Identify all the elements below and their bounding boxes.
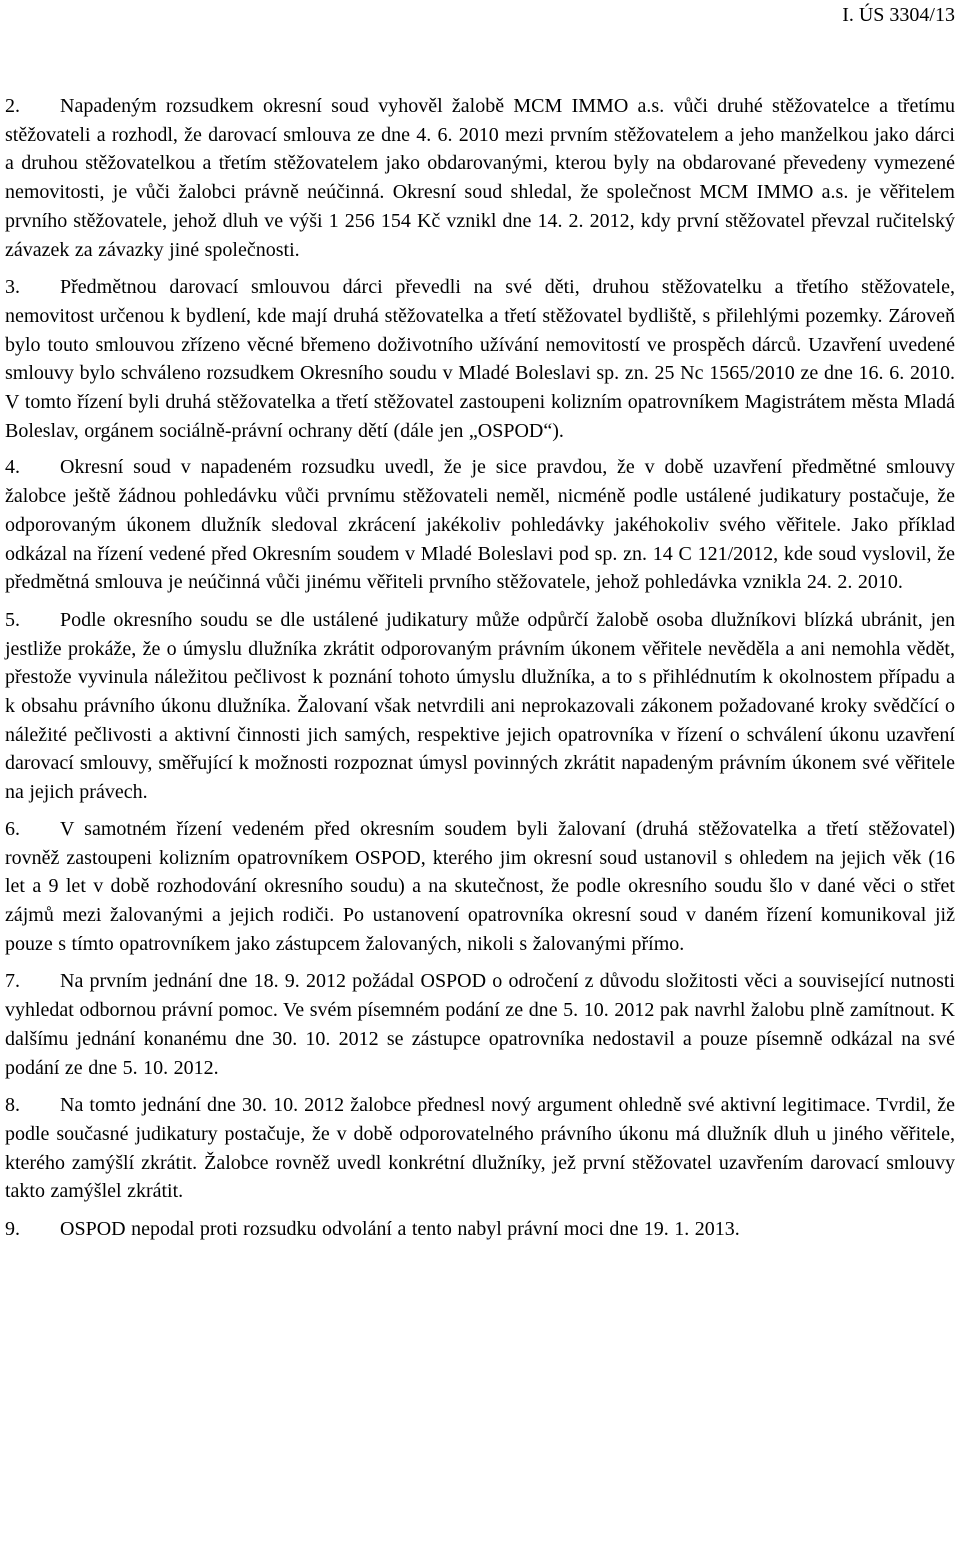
paragraph-8 — [5, 1091, 955, 1206]
paragraph-number: 2. — [5, 95, 20, 117]
paragraph-number: 5. — [5, 608, 20, 631]
case-reference: I. ÚS 3304/13 — [842, 4, 955, 26]
paragraph-text: Podle okresního soudu se dle ustálené judikatury může odpůrčí žalobě osoba dlužníkovi blízká ubránit, jen jestliže prokáže, že o úmyslu dlužníka zkrátit odporovaným právním úkonem věřitele nevěděla a ani nemohla vědět, přestože vyvinula náležitou pečlivost k poznání tohoto úmyslu dlužníka, a to s přihlédnutím k okolnostem případu a k obsahu právního úkonu dlužníka. Žalovaní však netvrdili ani neprokazovali zákonem požadované kroky svědčící o náležité pečlivosti a aktivní činnosti jich samých, respektive jejich opatrovníka v řízení o schválení úkonu uzavření darovací smlouvy, směřující k možnosti rozpoznat úmysl povinných zkrátit napadeným právním úkonem své věřitele na jejich právech. — [5, 608, 955, 804]
paragraph-number: 9. — [5, 1218, 20, 1241]
document-body — [5, 92, 955, 1252]
paragraph-number: 6. — [5, 817, 20, 840]
paragraph-number: 3. — [5, 276, 20, 299]
paragraph-text: OSPOD nepodal proti rozsudku odvolání a tento nabyl právní moci dne 19. 1. 2013. — [60, 1218, 740, 1241]
paragraph-2 — [5, 92, 955, 264]
paragraph-9 — [5, 1215, 955, 1244]
paragraph-text: V samotném řízení vedeném před okresním soudem byli žalovaní (druhá stěžovatelka a třetí stěžovatel) rovněž zastoupeni kolizním opatrovníkem OSPOD, kterého jim okresní soud ustanovil s ohledem na jejich věk (16 let a 9 let v době rozhodování okresního soudu) a na skutečnost, že podle okresního soudu šlo v dané věci o střet zájmů mezi žalovanými a jejich rodiči. Po ustanovení opatrovníka okresní soud v daném řízení komunikoval již pouze s tímto opatrovníkem jako zástupcem žalovaných, nikoli s žalovanými přímo. — [5, 817, 955, 955]
paragraph-6 — [5, 815, 955, 959]
paragraph-text: Napadeným rozsudkem okresní soud vyhověl žalobě MCM IMMO a.s. vůči druhé stěžovatelce a třetímu stěžovateli a rozhodl, že darovací smlouva ze dne 4. 6. 2010 mezi prvním stěžovatelem a jeho manželkou jako dárci a druhou stěžovatelkou a třetím stěžovatelem jako obdarovanými, kterou byly na obdarované převedeny vymezené nemovitosti, je vůči žalobci právně neúčinná. Okresní soud shledal, že společnost MCM IMMO a.s. je věřitelem prvního stěžovatele, jehož dluh ve výši 1 256 154 Kč vznikl dne 14. 2. 2012, kdy první stěžovatel převzal ručitelský závazek za závazky jiné společnosti. — [5, 95, 955, 261]
paragraph-text: Na tomto jednání dne 30. 10. 2012 žalobce přednesl nový argument ohledně své aktivní legitimace. Tvrdil, že podle současné judikatury postačuje, že v době odporovatelného právního úkonu má dlužník dluh u jiného věřitele, kterého zamýšlí zkrátit. Žalobce rovněž uvedl konkrétní dlužníky, jež první stěžovatel uzavřením darovací smlouvy takto zamýšlel zkrátit. — [5, 1094, 955, 1203]
paragraph-number: 4. — [5, 456, 20, 479]
paragraph-7 — [5, 967, 955, 1082]
paragraph-text: Předmětnou darovací smlouvou dárci převedli na své děti, druhou stěžovatelku a třetího stěžovatele, nemovitost určenou k bydlení, kde mají druhá stěžovatelka a třetí stěžovatel bydliště, s přilehlými pozemky. Zároveň bylo touto smlouvou zřízeno věcné břemeno doživotního užívání nemovitostí ve prospěch dárců. Uzavření uvedené smlouvy bylo schváleno rozsudkem Okresního soudu v Mladé Boleslavi sp. zn. 25 Nc 1565/2010 ze dne 16. 6. 2010. V tomto řízení byli druhá stěžovatelka a třetí stěžovatel zastoupeni kolizním opatrovníkem Magistrátem města Mladá Boleslav, orgánem sociálně-právní ochrany dětí (dále jen „OSPOD“). — [5, 276, 955, 442]
paragraph-text: Na prvním jednání dne 18. 9. 2012 požádal OSPOD o odročení z důvodu složitosti věci a související nutnosti vyhledat odbornou právní pomoc. Ve svém písemném podání ze dne 5. 10. 2012 pak navrhl žalobu plně zamítnout. K dalšímu jednání konanému dne 30. 10. 2012 se zástupce opatrovníka nedostavil a pouze písemně odkázal na své podání ze dne 5. 10. 2012. — [5, 970, 955, 1079]
paragraph-5 — [5, 606, 955, 807]
paragraph-number: 7. — [5, 970, 20, 993]
paragraph-text: Okresní soud v napadeném rozsudku uvedl, že je sice pravdou, že v době uzavření předmětné smlouvy žalobce ještě žádnou pohledávku vůči prvnímu stěžovateli neměl, nicméně podle ustálené judikatury postačuje, že odporovaným úkonem dlužník sledoval zkrácení jakékoliv pohledávky jakéhokoliv svého věřitele. Jako příklad odkázal na řízení vedené před Okresním soudem v Mladé Boleslavi pod sp. zn. 14 C 121/2012, kde soud vyslovil, že předmětná smlouva je neúčinná vůči jinému věřiteli prvního stěžovatele, jehož pohledávka vznikla 24. 2. 2010. — [5, 456, 955, 594]
paragraph-3 — [5, 273, 955, 445]
paragraph-number: 8. — [5, 1094, 20, 1117]
paragraph-4 — [5, 453, 955, 597]
